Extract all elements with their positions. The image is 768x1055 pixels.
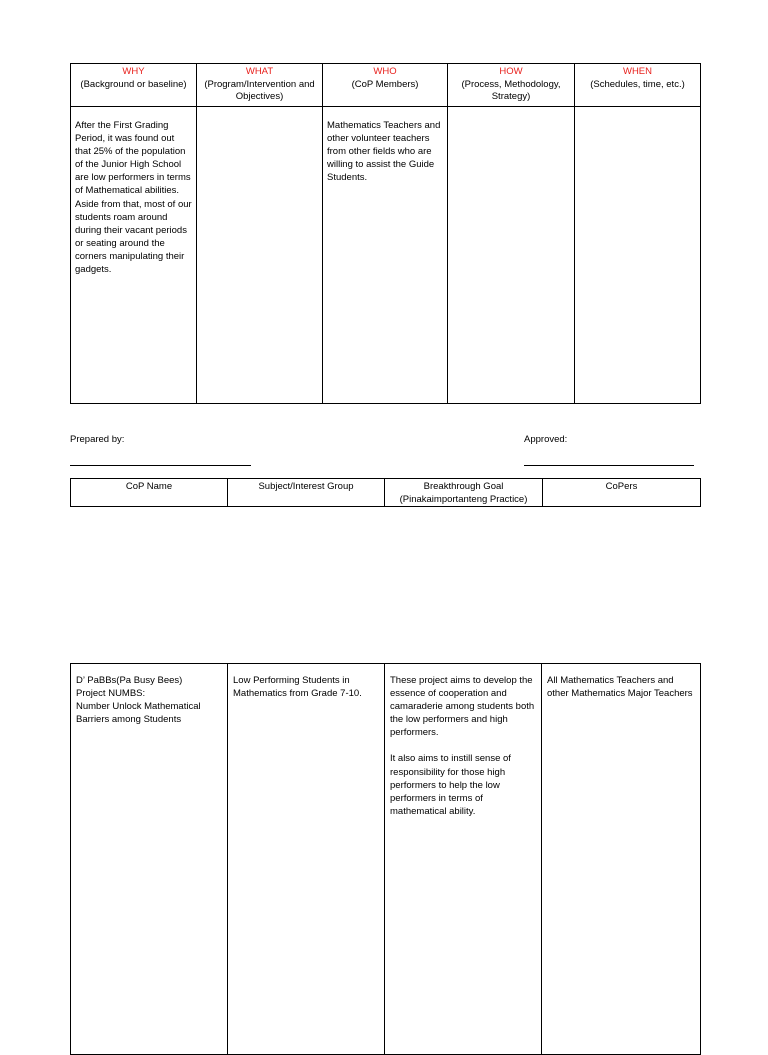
cop-table-header-row [71, 479, 701, 507]
cell-when [575, 107, 701, 404]
cop-table [70, 478, 701, 507]
approved-signature-line [524, 465, 694, 466]
cop-name-text: D’ PaBBs(Pa Busy Bees) Project NUMBS: Number Unlock Mathematical Barriers among Students [76, 675, 201, 726]
cell-what [197, 107, 323, 404]
cell-who: Mathematics Teachers and other volunteer teachers from other fields who are willing to assist the Guide Students. [323, 107, 448, 404]
header-who [323, 64, 448, 107]
header-what-desc: (Program/Intervention and Objectives) [204, 78, 315, 102]
cell-cop-name [71, 664, 228, 1055]
prepared-by-signature-line [70, 465, 251, 466]
header-breakthrough-goal: Breakthrough Goal (Pinakaimportanteng Practice) [385, 479, 543, 507]
header-why-desc: (Background or baseline) [80, 78, 187, 90]
plan-table [70, 63, 701, 404]
cell-breakthrough-goal [385, 664, 542, 1055]
header-how-desc: (Process, Methodology, Strategy) [461, 78, 561, 102]
goal-paragraph-2: It also aims to instill sense of responsibility for those high performers to help the low performers in terms of mathematical ability. [390, 753, 511, 817]
cell-copers: All Mathematics Teachers and other Mathematics Major Teachers [542, 664, 701, 1055]
header-subject-group: Subject/Interest Group [228, 479, 385, 507]
header-cop-name: CoP Name [71, 479, 228, 507]
cop-body-row [71, 664, 701, 1055]
header-when-key: WHEN [622, 66, 653, 77]
header-copers: CoPers [543, 479, 701, 507]
header-who-desc: (CoP Members) [351, 78, 419, 90]
cell-subject-group: Low Performing Students in Mathematics from Grade 7-10. [228, 664, 385, 1055]
header-how [448, 64, 575, 107]
header-how-key: HOW [499, 66, 523, 77]
header-why [71, 64, 197, 107]
header-what-key: WHAT [245, 66, 274, 77]
plan-table-row [71, 107, 701, 404]
cop-body-table [70, 663, 701, 1055]
prepared-by-label: Prepared by: [70, 434, 125, 445]
header-why-key: WHY [122, 66, 145, 77]
cell-why: After the First Grading Period, it was found out that 25% of the population of the Junior High School are low performers in terms of Mathematical abilities. Aside from that, most of our students roam around during their vacant periods or seating around the corners manipulating their gadgets. [71, 107, 197, 404]
plan-table-header-row [71, 64, 701, 107]
header-when [575, 64, 701, 107]
header-what [197, 64, 323, 107]
header-when-desc: (Schedules, time, etc.) [590, 78, 685, 90]
goal-paragraph-1: These project aims to develop the essence of cooperation and camaraderie among students both the low performers and high performers. [390, 675, 535, 739]
header-who-key: WHO [373, 66, 397, 77]
paragraph-gap [390, 739, 536, 752]
cell-how [448, 107, 575, 404]
approved-label: Approved: [524, 434, 568, 445]
